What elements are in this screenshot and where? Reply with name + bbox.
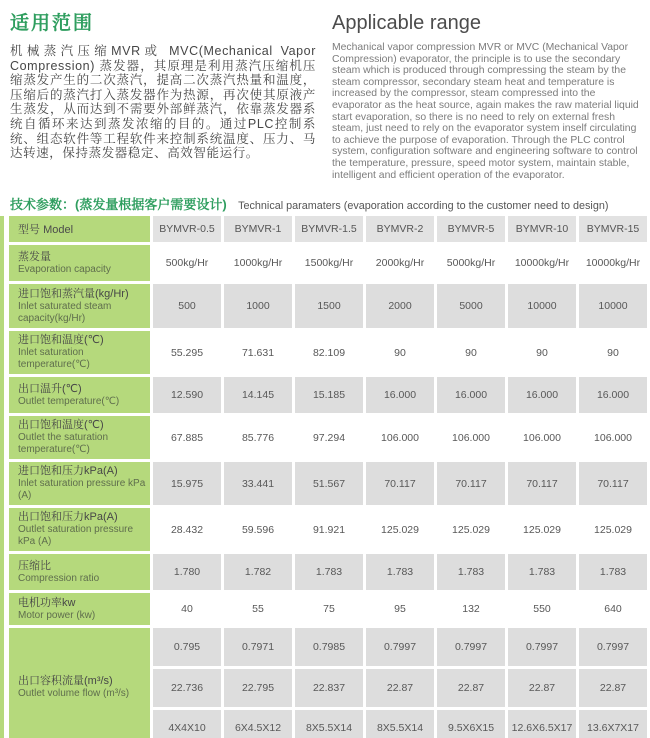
table-row	[9, 628, 647, 666]
column-header: BYMVR-0.5	[153, 216, 221, 242]
value-cell: 95	[366, 593, 434, 625]
row-label-zh: 电机功率kw	[18, 596, 76, 609]
row-label-zh: 进口饱和压力kPa(A)	[18, 465, 118, 477]
value-cell: 106.000	[366, 416, 434, 459]
spec-table	[6, 213, 650, 738]
value-cell: 1.783	[366, 554, 434, 590]
value-cell: 1.783	[579, 554, 647, 590]
table-row	[9, 284, 647, 328]
value-cell: 22.87	[366, 669, 434, 707]
value-cell: 75	[295, 593, 363, 625]
row-label-en: Outlet saturation pressure kPa (A)	[18, 524, 134, 547]
value-cell: 90	[366, 331, 434, 374]
row-label-en: Outlet the saturation temperature(℃)	[18, 432, 109, 455]
header-row	[9, 216, 647, 242]
column-header: BYMVR-2	[366, 216, 434, 242]
value-cell: 500kg/Hr	[153, 245, 221, 281]
row-label-en: Outlet temperature(℃)	[18, 395, 120, 407]
value-cell: 1.783	[437, 554, 505, 590]
zh-section-title: 适用范围	[10, 13, 95, 34]
value-cell: 12.6X6.5X17	[508, 710, 576, 738]
value-cell: 67.885	[153, 416, 221, 459]
value-cell: 13.6X7X17	[579, 710, 647, 738]
value-cell: 22.736	[153, 669, 221, 707]
row-label-zh: 出口饱和温度(℃)	[18, 419, 104, 431]
value-cell: 15.975	[153, 462, 221, 505]
value-cell: 0.7997	[508, 628, 576, 666]
row-label-en: Outlet volume flow (m³/s)	[18, 687, 130, 699]
table-row	[9, 331, 647, 374]
value-cell: 14.145	[224, 377, 292, 413]
value-cell: 1500	[295, 284, 363, 328]
value-cell: 5000kg/Hr	[437, 245, 505, 281]
tech-params-heading	[10, 194, 650, 212]
en-intro-paragraph: Mechanical vapor compression MVR or MVC (Mechanical Vapor Compression) evaporator, the principle is to use the secondary steam which is produced through compressing the steam by the steam compressor, secondary steam heat and temperature is increased by the compressor, steam compressed into the evaporator as the heat source, again makes the raw material liquid start evaporation, so there is no need to rely on external fresh steam, just need to rely on the evaporator system inself circulating to achieve the purpose of evaporation. Through the PLC control system, configuration software and engineering software to control the temperature, pressure, speed motor system, maintain stable, intelligent and efficient operation of the evaporator.	[332, 42, 639, 181]
value-cell: 1.780	[153, 554, 221, 590]
row-label	[9, 284, 150, 328]
value-cell: 0.7997	[579, 628, 647, 666]
value-cell: 132	[437, 593, 505, 625]
value-cell: 12.590	[153, 377, 221, 413]
row-label-zh: 压缩比	[18, 559, 51, 572]
row-label-en: Motor power (kw)	[18, 609, 96, 621]
value-cell: 1000	[224, 284, 292, 328]
value-cell: 10000	[579, 284, 647, 328]
intro-en-column	[332, 8, 640, 188]
value-cell: 10000	[508, 284, 576, 328]
value-cell: 16.000	[437, 377, 505, 413]
model-label-zh: 型号	[18, 224, 40, 236]
value-cell: 97.294	[295, 416, 363, 459]
table-row	[9, 593, 647, 625]
table-row	[9, 508, 647, 551]
value-cell: 82.109	[295, 331, 363, 374]
column-header: BYMVR-5	[437, 216, 505, 242]
value-cell: 22.837	[295, 669, 363, 707]
value-cell: 125.029	[508, 508, 576, 551]
table-row	[9, 462, 647, 505]
value-cell: 1.783	[295, 554, 363, 590]
intro-zh-column	[10, 8, 316, 188]
row-label	[9, 554, 150, 590]
value-cell: 550	[508, 593, 576, 625]
value-cell: 8X5.5X14	[366, 710, 434, 738]
row-label-zh: 进口饱和温度(℃)	[18, 334, 104, 346]
value-cell: 4X4X10	[153, 710, 221, 738]
value-cell: 0.7997	[437, 628, 505, 666]
row-label-zh: 出口容积流量(m³/s)	[18, 674, 113, 687]
row-label-en: Compression ratio	[18, 572, 100, 584]
row-label-zh: 出口温升(℃)	[18, 382, 82, 395]
value-cell: 70.117	[508, 462, 576, 505]
value-cell: 106.000	[508, 416, 576, 459]
value-cell: 10000kg/Hr	[508, 245, 576, 281]
value-cell: 106.000	[579, 416, 647, 459]
row-label	[9, 245, 150, 281]
value-cell: 1.783	[508, 554, 576, 590]
value-cell: 16.000	[508, 377, 576, 413]
value-cell: 125.029	[366, 508, 434, 551]
row-label-en: Inlet saturation temperature(℃)	[18, 347, 90, 370]
value-cell: 10000kg/Hr	[579, 245, 647, 281]
value-cell: 5000	[437, 284, 505, 328]
value-cell: 6X4.5X12	[224, 710, 292, 738]
table-row	[9, 554, 647, 590]
value-cell: 0.7971	[224, 628, 292, 666]
table-row	[9, 416, 647, 459]
value-cell: 22.87	[579, 669, 647, 707]
row-label	[9, 331, 150, 374]
value-cell: 55	[224, 593, 292, 625]
model-label-en: Model	[43, 224, 74, 236]
row-label	[9, 508, 150, 551]
row-label-en: Inlet saturation pressure kPa (A)	[18, 478, 146, 501]
spec-table-section	[0, 213, 650, 738]
value-cell: 22.87	[508, 669, 576, 707]
value-cell: 106.000	[437, 416, 505, 459]
row-label	[9, 377, 150, 413]
value-cell: 15.185	[295, 377, 363, 413]
value-cell: 70.117	[366, 462, 434, 505]
value-cell: 9.5X6X15	[437, 710, 505, 738]
column-header: BYMVR-1.5	[295, 216, 363, 242]
value-cell: 500	[153, 284, 221, 328]
value-cell: 70.117	[437, 462, 505, 505]
value-cell: 16.000	[366, 377, 434, 413]
value-cell: 55.295	[153, 331, 221, 374]
row-label-en: Inlet saturated steam capacity(kg/Hr)	[18, 300, 112, 324]
value-cell: 1000kg/Hr	[224, 245, 292, 281]
value-cell: 0.7997	[366, 628, 434, 666]
value-cell: 91.921	[295, 508, 363, 551]
column-header: BYMVR-10	[508, 216, 576, 242]
value-cell: 90	[437, 331, 505, 374]
value-cell: 70.117	[579, 462, 647, 505]
row-label-zh: 进口饱和蒸汽量(kg/Hr)	[18, 287, 129, 300]
table-row	[9, 245, 647, 281]
value-cell: 1500kg/Hr	[295, 245, 363, 281]
value-cell: 28.432	[153, 508, 221, 551]
value-cell: 59.596	[224, 508, 292, 551]
value-cell: 8X5.5X14	[295, 710, 363, 738]
tech-params-title-zh: 技术参数：(蒸发量根据客户需要设计)	[10, 197, 227, 212]
value-cell: 125.029	[579, 508, 647, 551]
row-label-zh: 出口饱和压力kPa(A)	[18, 511, 118, 523]
zh-intro-paragraph: 机械蒸汽压缩MVR或 MVC(Mechanical Vapor Compression) 蒸发器，其原理是利用蒸汽压缩机压缩蒸发产生的二次蒸汽，提高二次蒸汽热量和温度，压缩后的蒸汽打入蒸发器作为热源，再次使其原液产生蒸发，从而达到不需要外部鲜蒸汽，依靠蒸发器系统自循环来达到蒸发浓缩的目的。通过PLC控制系统、组态软件等工程软件来控制系统温度、压力、马达转速，保持蒸发器稳定、高效智能运行。	[10, 44, 316, 161]
row-label-zh: 蒸发量	[18, 250, 51, 263]
value-cell: 0.795	[153, 628, 221, 666]
value-cell: 0.7985	[295, 628, 363, 666]
value-cell: 22.795	[224, 669, 292, 707]
value-cell: 2000kg/Hr	[366, 245, 434, 281]
value-cell: 71.631	[224, 331, 292, 374]
value-cell: 33.441	[224, 462, 292, 505]
column-header: BYMVR-1	[224, 216, 292, 242]
tech-params-title-en: Technical paramaters (evaporation according to the customer need to design)	[238, 200, 609, 212]
row-label-en: Evaporation capacity	[18, 263, 111, 275]
table-accent-strip	[0, 216, 4, 738]
value-cell: 51.567	[295, 462, 363, 505]
model-header-cell	[9, 216, 150, 242]
value-cell: 85.776	[224, 416, 292, 459]
row-label-volume-flow	[9, 628, 150, 738]
value-cell: 125.029	[437, 508, 505, 551]
row-label	[9, 462, 150, 505]
column-header: BYMVR-15	[579, 216, 647, 242]
value-cell: 1.782	[224, 554, 292, 590]
value-cell: 16.000	[579, 377, 647, 413]
row-label	[9, 416, 150, 459]
en-section-title: Applicable range	[332, 12, 481, 34]
row-label	[9, 593, 150, 625]
value-cell: 22.87	[437, 669, 505, 707]
value-cell: 90	[508, 331, 576, 374]
intro-section	[0, 0, 650, 188]
value-cell: 2000	[366, 284, 434, 328]
table-row	[9, 377, 647, 413]
value-cell: 40	[153, 593, 221, 625]
value-cell: 90	[579, 331, 647, 374]
value-cell: 640	[579, 593, 647, 625]
